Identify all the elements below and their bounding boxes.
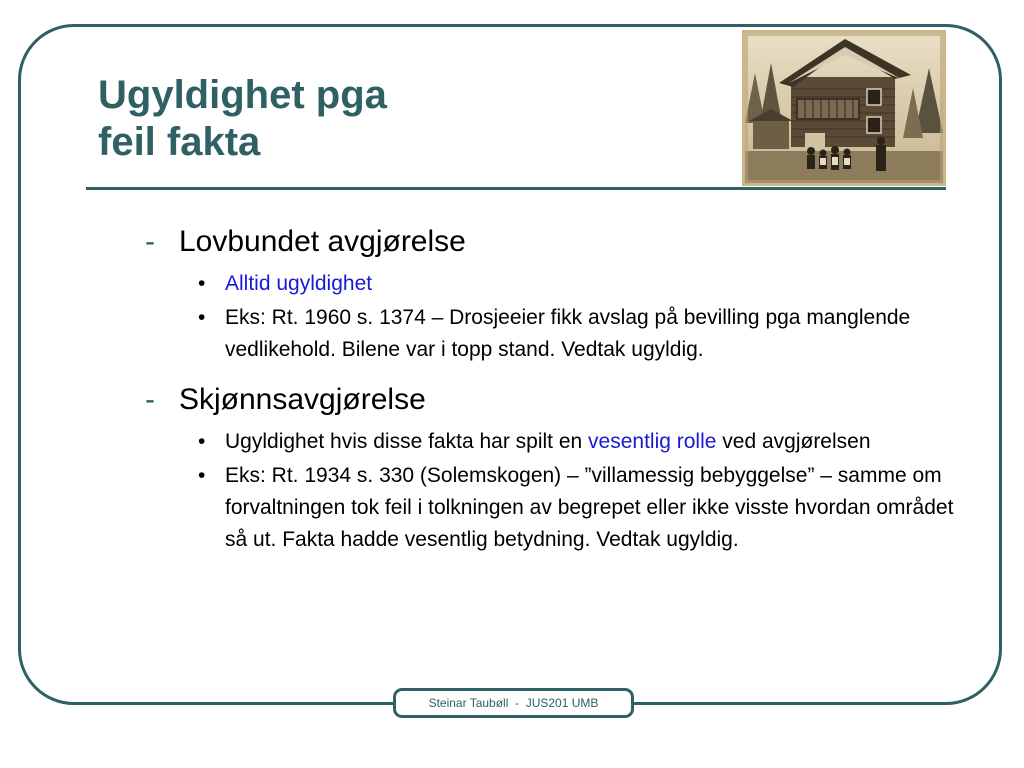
slide-title: [98, 72, 387, 166]
dash-marker: -: [145, 225, 155, 258]
list-item-text-after: ved avgjørelsen: [716, 430, 871, 453]
bullet-marker: •: [198, 464, 206, 487]
slide-body: [145, 222, 980, 556]
footer-label: Steinar Taubøll - JUS201 UMB: [393, 688, 634, 718]
list-item: [145, 460, 980, 556]
bullet-marker: •: [198, 272, 206, 295]
house-photo-image: [745, 33, 943, 183]
title-divider: [86, 187, 946, 190]
list-item-highlight: vesentlig rolle: [588, 430, 717, 453]
list-item: [145, 268, 980, 300]
section-heading: Skjønnsavgjørelse: [179, 383, 426, 416]
section-skjonn: [145, 380, 980, 420]
house-photo: [742, 30, 946, 186]
list-item-text: Eks: Rt. 1960 s. 1374 – Drosjeeier fikk avslag på bevilling pga manglende vedlikehold. Bilene var i topp stand. Vedtak ugyldig.: [225, 306, 911, 361]
section-heading: Lovbundet avgjørelse: [179, 225, 466, 258]
dash-marker: -: [145, 383, 155, 416]
list-item: [145, 302, 980, 366]
bullet-marker: •: [198, 430, 206, 453]
list-item-text: Alltid ugyldighet: [225, 272, 373, 295]
title-line-1: Ugyldighet pga: [98, 73, 387, 117]
title-line-2: feil fakta: [98, 120, 261, 164]
list-item-text: Eks: Rt. 1934 s. 330 (Solemskogen) – ”villamessig bebyggelse” – samme om forvaltningen tok feil i tolkningen av begrepet eller ikke visste hvordan området så ut. Fakta hadde vesentlig betydning. Vedtak ugyldig.: [225, 464, 954, 551]
bullet-marker: •: [198, 306, 206, 329]
list-item-text-before: Ugyldighet hvis disse fakta har spilt en: [225, 430, 589, 453]
section-lovbundet: [145, 222, 980, 262]
list-item: [145, 426, 980, 458]
